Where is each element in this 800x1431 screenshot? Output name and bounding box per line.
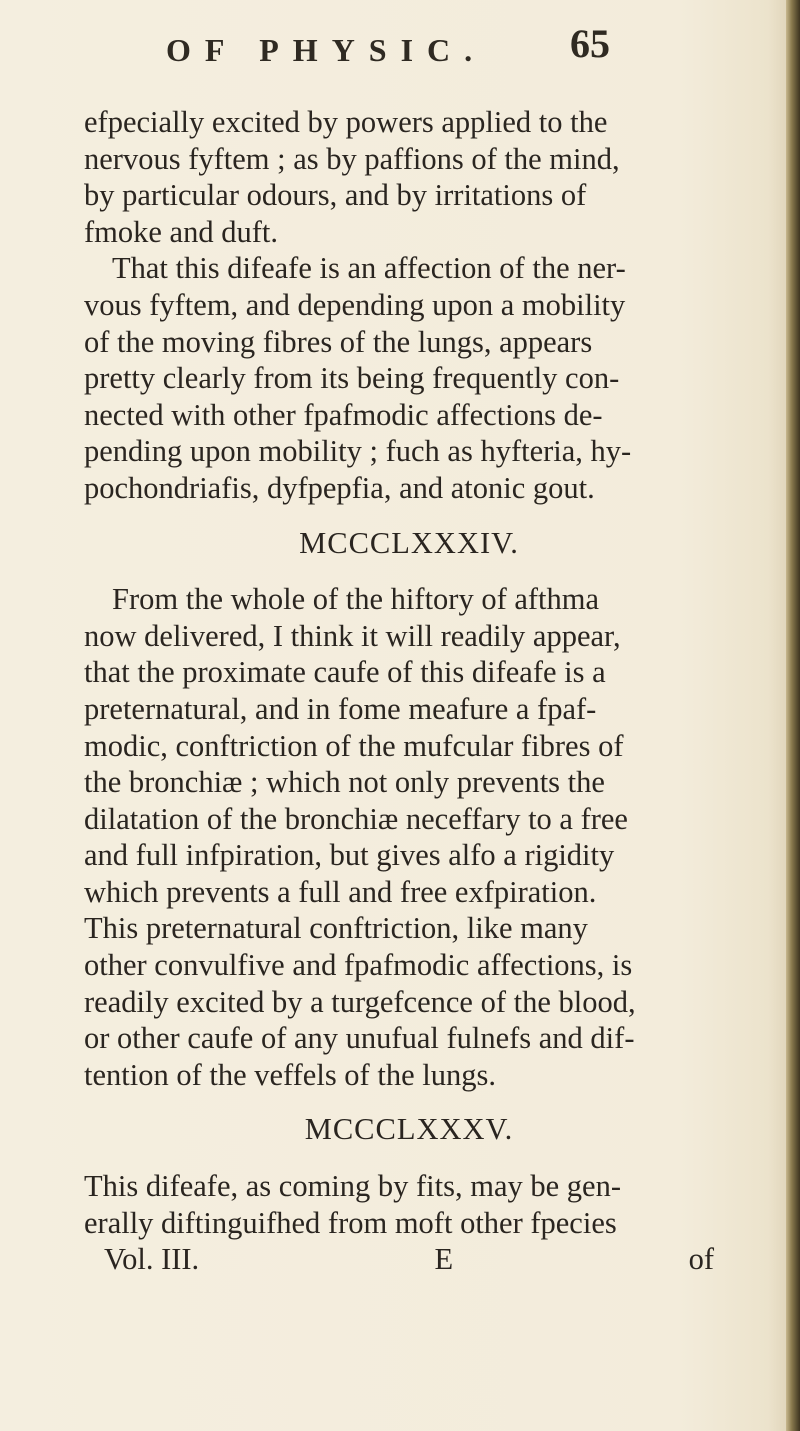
text-line: erally diftinguifhed from moft other fpecies [84,1205,617,1240]
running-head: OF PHYSIC. [166,32,487,68]
text-line: dilatation of the bronchiæ neceffary to a free [84,801,628,836]
text-line: or other caufe of any unufual fulnefs and dif- [84,1021,635,1056]
text-line: preternatural, and in fome meafure a fpaf- [84,691,597,726]
text-line: From the whole of the hiftory of afthma [112,582,600,617]
text-line: the bronchiæ ; which not only prevents the [84,765,605,800]
page-footer-line [84,1241,714,1278]
text-line: modic, conftriction of the mufcular fibres of [84,728,624,763]
paragraph-1 [84,104,714,250]
page-header [166,14,666,74]
text-line: pending upon mobility ; fuch as hyfteria, hy- [84,434,632,469]
section-heading: MCCCLXXXIV. [299,525,519,560]
paragraph-3 [84,581,714,1093]
text-line: now delivered, I think it will readily appear, [84,618,621,653]
text-line: This preternatural conftriction, like many [84,911,588,946]
volume-signature: Vol. III. [104,1242,200,1277]
text-line: by particular odours, and by irritations of [84,178,587,213]
text-line: nervous fyftem ; as by paffions of the mind, [84,141,620,176]
paragraph-2 [84,250,714,506]
text-line: That this difeafe is an affection of the ner- [112,251,626,286]
text-line: fmoke and duft. [84,214,278,249]
text-line: and full infpiration, but gives alfo a rigidity [84,838,615,873]
text-line: of the moving fibres of the lungs, appears [84,324,593,359]
text-line: that the proximate caufe of this difeafe is a [84,655,606,690]
text-line: which prevents a full and free exfpiration. [84,874,597,909]
text-line: pochondriafis, dyfpepfia, and atonic gout. [84,470,595,505]
text-line: nected with other fpafmodic affections de- [84,397,603,432]
page-edge-shadow [786,0,800,1431]
section-heading: MCCCLXXXV. [304,1112,514,1147]
text-line: readily excited by a turgefcence of the blood, [84,984,636,1019]
text-line: This difeafe, as coming by fits, may be gen- [84,1169,621,1204]
text-line: tention of the veffels of the lungs. [84,1057,496,1092]
text-line: other convulfive and fpafmodic affections, is [84,948,633,983]
text-line: pretty clearly from its being frequently con- [84,361,620,396]
catchword: of [688,1242,714,1277]
paragraph-4 [84,1168,714,1241]
page-number: 65 [570,21,610,66]
page-body [84,104,714,1278]
text-line: efpecially excited by powers applied to the [84,105,608,139]
signature-mark: E [434,1242,454,1277]
text-line: vous fyftem, and depending upon a mobility [84,287,626,322]
